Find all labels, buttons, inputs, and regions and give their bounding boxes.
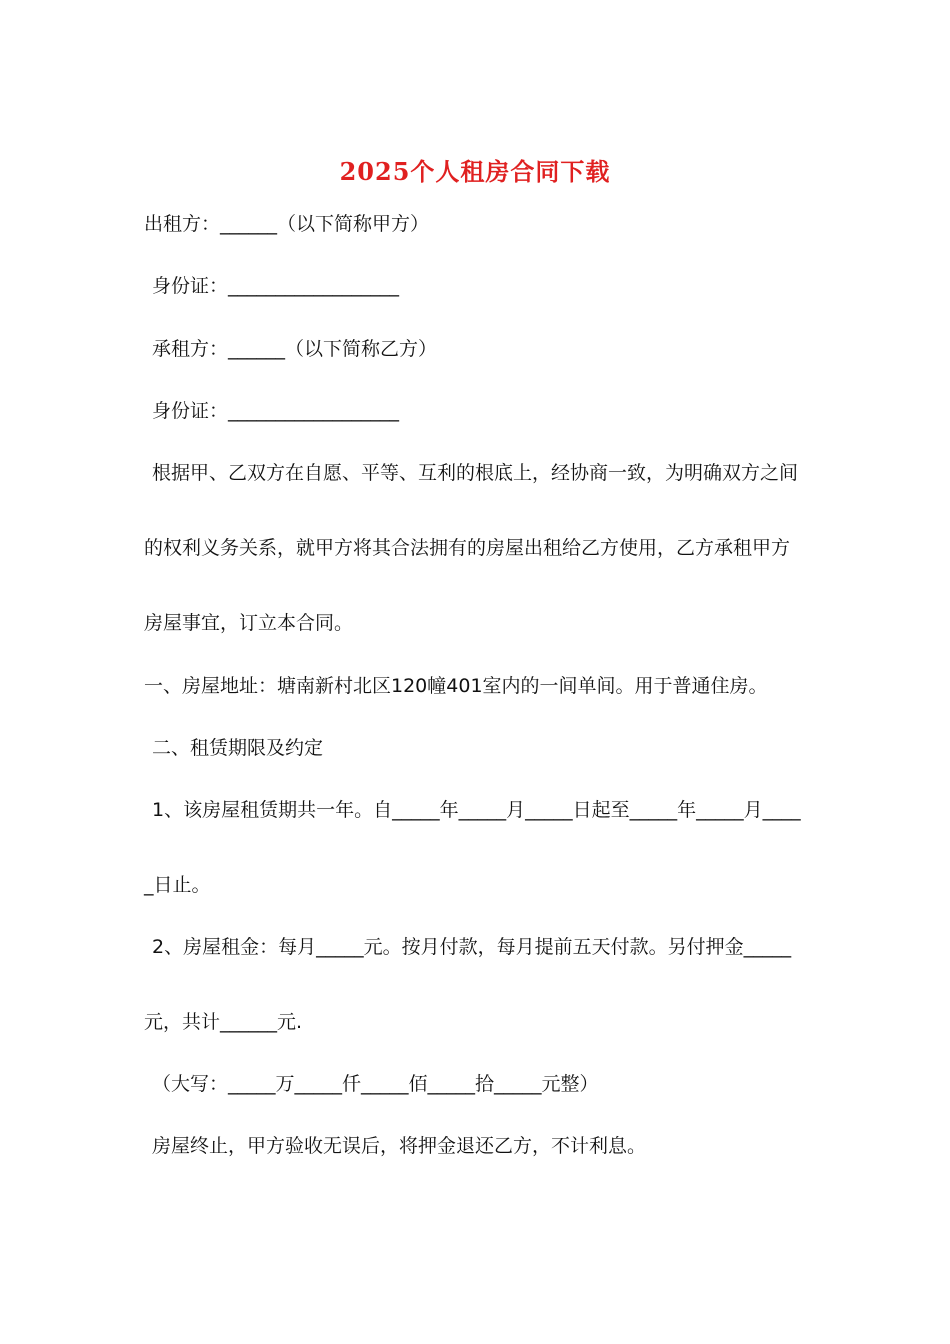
clause-2-1-line-1: 1、该房屋租赁期共一年。自_____年_____月_____日起至_____年_____月____ xyxy=(152,799,801,821)
lessee-line: 承租方：______（以下简称乙方） xyxy=(152,338,438,360)
document-title: 2025个人租房合同下载 xyxy=(339,157,611,186)
lessor-line: 出租方：______（以下简称甲方） xyxy=(144,213,430,235)
clause-1-address: 一、房屋地址：塘南新村北区120幢401室内的一间单间。用于普通住房。 xyxy=(144,675,768,697)
clause-2-1-line-2: _日止。 xyxy=(144,874,211,896)
lessor-id-line: 身份证：__________________ xyxy=(152,275,400,297)
clause-2-2-line-2: 元，共计______元. xyxy=(144,1011,303,1033)
lessee-id-line: 身份证：__________________ xyxy=(152,400,400,422)
clause-2-heading: 二、租赁期限及约定 xyxy=(152,737,324,759)
preamble-line-2: 的权利义务关系，就甲方将其合法拥有的房屋出租给乙方使用，乙方承租甲方 xyxy=(144,537,791,559)
deposit-return-line: 房屋终止，甲方验收无误后，将押金退还乙方，不计利息。 xyxy=(152,1135,647,1157)
preamble-line-1: 根据甲、乙双方在自愿、平等、互利的根底上，经协商一致，为明确双方之间 xyxy=(152,462,799,484)
amount-in-words-line: （大写：_____万_____仟_____佰_____拾_____元整） xyxy=(152,1073,599,1095)
clause-2-2-line-1: 2、房屋租金：每月_____元。按月付款，每月提前五天付款。另付押金_____ xyxy=(152,936,792,958)
preamble-line-3: 房屋事宜，订立本合同。 xyxy=(144,612,354,634)
